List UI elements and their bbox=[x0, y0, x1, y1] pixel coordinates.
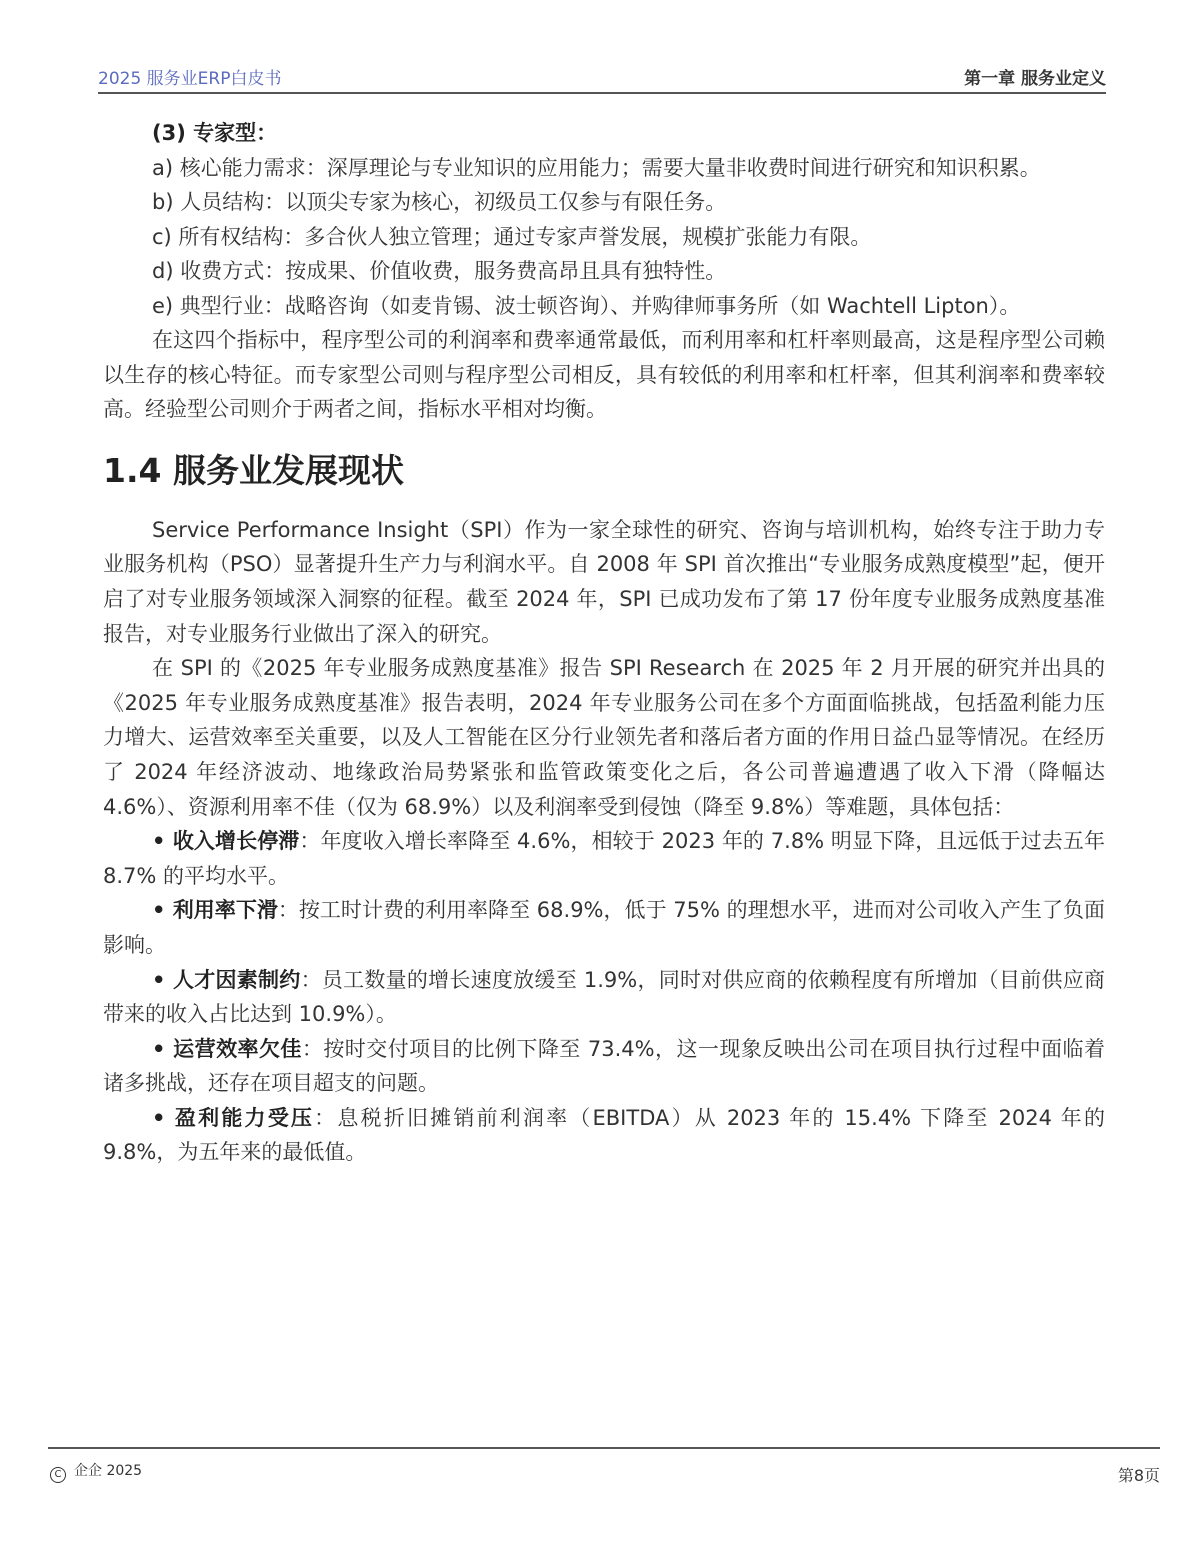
expert-type-title: (3) 专家型： bbox=[152, 121, 278, 145]
page-number: 第8页 bbox=[1117, 1466, 1160, 1485]
bullet-operations-lead: • 运营效率欠佳 bbox=[152, 1036, 302, 1061]
bullet-talent-text: ：员工数量的增长速度放缓至 1.9%，同时对供应商的依赖程度有所增加（目前供应商带来的收入占比达到 10.9%）。 bbox=[103, 967, 1105, 1027]
bullet-operations bbox=[103, 1032, 1105, 1101]
bullet-utilization-text: ：按工时计费的利用率降至 68.9%，低于 75% 的理想水平，进而对公司收入产生了负面影响。 bbox=[103, 898, 1105, 957]
document-title: 2025 服务业ERP白皮书 bbox=[98, 69, 282, 89]
page-header bbox=[98, 62, 1106, 94]
bullet-profitability bbox=[103, 1101, 1105, 1170]
bullet-operations-text: ：按时交付项目的比例下降至 73.4%，这一现象反映出公司在项目执行过程中面临着诸多挑战，还存在项目超支的问题。 bbox=[103, 1036, 1106, 1096]
bullet-revenue-text: ：年度收入增长率降至 4.6%，相较于 2023 年的 7.8% 明显下降，且远低于过去五年 8.7% 的平均水平。 bbox=[103, 829, 1105, 888]
section-heading: 1.4 服务业发展现状 bbox=[103, 450, 404, 490]
footer-copyright bbox=[50, 1460, 142, 1483]
bullet-talent bbox=[103, 963, 1105, 1032]
bullet-talent-lead: • 人才因素制约 bbox=[152, 967, 301, 992]
bullet-profitability-lead: • 盈利能力受压 bbox=[152, 1105, 315, 1130]
bullet-utilization bbox=[103, 893, 1105, 962]
page-content bbox=[103, 116, 1105, 1170]
footer-divider bbox=[48, 1447, 1160, 1449]
bullet-profitability-text: ：息税折旧摊销前利润率（EBITDA）从 2023 年的 15.4% 下降至 2024 年的 9.8%，为五年来的最低值。 bbox=[103, 1105, 1105, 1165]
expert-item-a: a) 核心能力需求：深厚理论与专业知识的应用能力；需要大量非收费时间进行研究和知识积累。 bbox=[152, 155, 1041, 180]
expert-item-e: e) 典型行业：战略咨询（如麦肯锡、波士顿咨询）、并购律师事务所（如 Wachtell Lipton）。 bbox=[152, 293, 1021, 318]
expert-item-b: b) 人员结构：以顶尖专家为核心，初级员工仅参与有限任务。 bbox=[152, 190, 727, 214]
expert-item-d: d) 收费方式：按成果、价值收费，服务费高昂且具有独特性。 bbox=[152, 259, 727, 283]
bullet-utilization-lead: • 利用率下滑 bbox=[152, 898, 278, 923]
spi-report-paragraph: 在 SPI 的《2025 年专业服务成熟度基准》报告 SPI Research 在 2025 年 2 月开展的研究并出具的《2025 年专业服务成熟度基准》报告表明，2024 年专业服务公司在多个方面面临挑战，包括盈利能力压力增大、运营效率至关重要，以及人工智能在区分行业领先者和落后者方面的作用日益凸显等情况。在经历了 2024 年经济波动、地缘政治局势紧张和监管政策变化之后，各公司普遍遭遇了收入下滑（降幅达 4.6%）、资源利用率不佳（仅为 68.9%）以及利润率受到侵蚀（降至 9.8%）等难题，具体包括： bbox=[103, 656, 1105, 819]
summary-paragraph: 在这四个指标中，程序型公司的利润率和费率通常最低，而利用率和杠杆率则最高，这是程序型公司赖以生存的核心特征。而专家型公司则与程序型公司相反，具有较低的利用率和杠杆率，但其利润率和费率较高。经验型公司则介于两者之间，指标水平相对均衡。 bbox=[103, 328, 1105, 422]
expert-item-c: c) 所有权结构：多合伙人独立管理；通过专家声誉发展，规模扩张能力有限。 bbox=[152, 224, 872, 249]
chapter-title: 第一章 服务业定义 bbox=[964, 69, 1106, 89]
footer-company: 企企 2025 bbox=[74, 1463, 143, 1479]
bullet-revenue bbox=[103, 824, 1105, 893]
bullet-revenue-lead: • 收入增长停滞 bbox=[152, 829, 300, 854]
copyright-icon: C bbox=[50, 1467, 66, 1483]
spi-intro-paragraph: Service Performance Insight（SPI）作为一家全球性的研究、咨询与培训机构，始终专注于助力专业服务机构（PSO）显著提升生产力与利润水平。自 2008 年 SPI 首次推出“专业服务成熟度模型”起，便开启了对专业服务领域深入洞察的征程。截至 2024 年，SPI 已成功发布了第 17 份年度专业服务成熟度基准报告，对专业服务行业做出了深入的研究。 bbox=[103, 517, 1105, 646]
